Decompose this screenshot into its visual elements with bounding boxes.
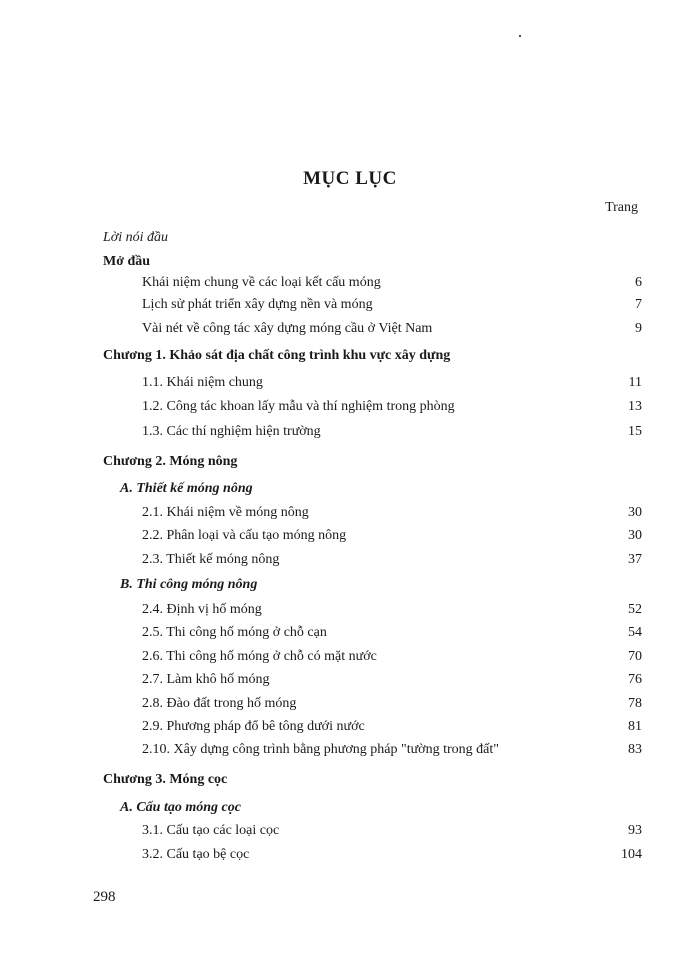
toc-entry xyxy=(0,505,700,525)
toc-entry-page: 104 xyxy=(621,847,642,862)
toc-entry xyxy=(0,649,700,669)
toc-entry-title: 1.2. Công tác khoan lấy mẫu và thí nghiệm trong phòng xyxy=(142,399,455,414)
toc-entry-title: Khái niệm chung về các loại kết cấu móng xyxy=(142,275,381,290)
toc-entry xyxy=(0,602,700,622)
toc-entry xyxy=(0,275,700,295)
toc-entry-page: 81 xyxy=(628,719,642,734)
toc-entry xyxy=(0,230,700,250)
toc-entry-page: 15 xyxy=(628,424,642,439)
toc-entry-title: 1.1. Khái niệm chung xyxy=(142,375,263,390)
toc-entry-page: 52 xyxy=(628,602,642,617)
toc-entry xyxy=(0,552,700,572)
toc-entry xyxy=(0,696,700,716)
toc-entry xyxy=(0,847,700,867)
toc-entry-title: Vài nét về công tác xây dựng móng cầu ở Việt Nam xyxy=(142,321,433,336)
toc-entry-title: Lời nói đầu xyxy=(103,230,169,245)
toc-entry-page: 76 xyxy=(628,672,642,687)
toc-entry-page: 70 xyxy=(628,649,642,664)
toc-entry xyxy=(0,625,700,645)
toc-entry xyxy=(0,297,700,317)
toc-entry xyxy=(0,719,700,739)
page-column-header: Trang xyxy=(605,200,638,215)
toc-entry xyxy=(0,454,700,474)
toc-entry-title: 2.8. Đào đất trong hố móng xyxy=(142,696,297,711)
toc-entry xyxy=(0,528,700,548)
toc-entry-page: 93 xyxy=(628,823,642,838)
toc-entry-title: 3.2. Cấu tạo bệ cọc xyxy=(142,847,250,862)
toc-entry-page: 9 xyxy=(635,321,642,336)
toc-entry-title: 2.5. Thi công hố móng ở chỗ cạn xyxy=(142,625,327,640)
scan-speck xyxy=(519,35,521,37)
toc-entry xyxy=(0,375,700,395)
toc-entry-title: 2.9. Phương pháp đổ bê tông dưới nước xyxy=(142,719,365,734)
toc-entry-page: 37 xyxy=(628,552,642,567)
toc-entry-page: 54 xyxy=(628,625,642,640)
toc-entry xyxy=(0,800,700,820)
toc-entry xyxy=(0,348,700,368)
toc-entry-page: 83 xyxy=(628,742,642,757)
toc-entry-title: B. Thi công móng nông xyxy=(120,577,258,592)
toc-entry-title: 3.1. Cấu tạo các loại cọc xyxy=(142,823,280,838)
toc-entry-title: 2.2. Phân loại và cấu tạo móng nông xyxy=(142,528,347,543)
toc-entry-page: 30 xyxy=(628,505,642,520)
toc-entry xyxy=(0,823,700,843)
toc-entry-title: Lịch sử phát triển xây dựng nền và móng xyxy=(142,297,373,312)
toc-entry-title: 2.7. Làm khô hố móng xyxy=(142,672,270,687)
toc-entry xyxy=(0,481,700,501)
toc-entry-page: 78 xyxy=(628,696,642,711)
toc-entry xyxy=(0,424,700,444)
toc-entry-title: 2.4. Định vị hố móng xyxy=(142,602,262,617)
toc-entry xyxy=(0,772,700,792)
page-number: 298 xyxy=(93,889,116,905)
toc-entry xyxy=(0,577,700,597)
toc-entry xyxy=(0,321,700,341)
toc-entry xyxy=(0,399,700,419)
toc-entry xyxy=(0,254,700,274)
toc-entry-title: 2.1. Khái niệm về móng nông xyxy=(142,505,309,520)
toc-entry-title: Chương 2. Móng nông xyxy=(103,454,238,469)
toc-entry-title: Chương 3. Móng cọc xyxy=(103,772,228,787)
toc-entry-page: 30 xyxy=(628,528,642,543)
toc-entry-title: 2.3. Thiết kế móng nông xyxy=(142,552,280,567)
toc-entry-title: 2.10. Xây dựng công trình bằng phương pháp "tường trong đất" xyxy=(142,742,499,757)
toc-entry-title: 2.6. Thi công hố móng ở chỗ có mặt nước xyxy=(142,649,377,664)
toc-entry-title: A. Cấu tạo móng cọc xyxy=(120,800,241,815)
toc-entry-page: 6 xyxy=(635,275,642,290)
toc-entry-title: A. Thiết kế móng nông xyxy=(120,481,253,496)
toc-entry xyxy=(0,672,700,692)
toc-entry-page: 7 xyxy=(635,297,642,312)
toc-entry xyxy=(0,742,700,762)
toc-entry-title: Chương 1. Khảo sát địa chất công trình khu vực xây dựng xyxy=(103,348,451,363)
page-title: MỤC LỤC xyxy=(303,168,397,189)
toc-entry-title: 1.3. Các thí nghiệm hiện trường xyxy=(142,424,321,439)
toc-entry-page: 11 xyxy=(628,375,642,390)
toc-entry-page: 13 xyxy=(628,399,642,414)
toc-entry-title: Mở đầu xyxy=(103,254,151,269)
